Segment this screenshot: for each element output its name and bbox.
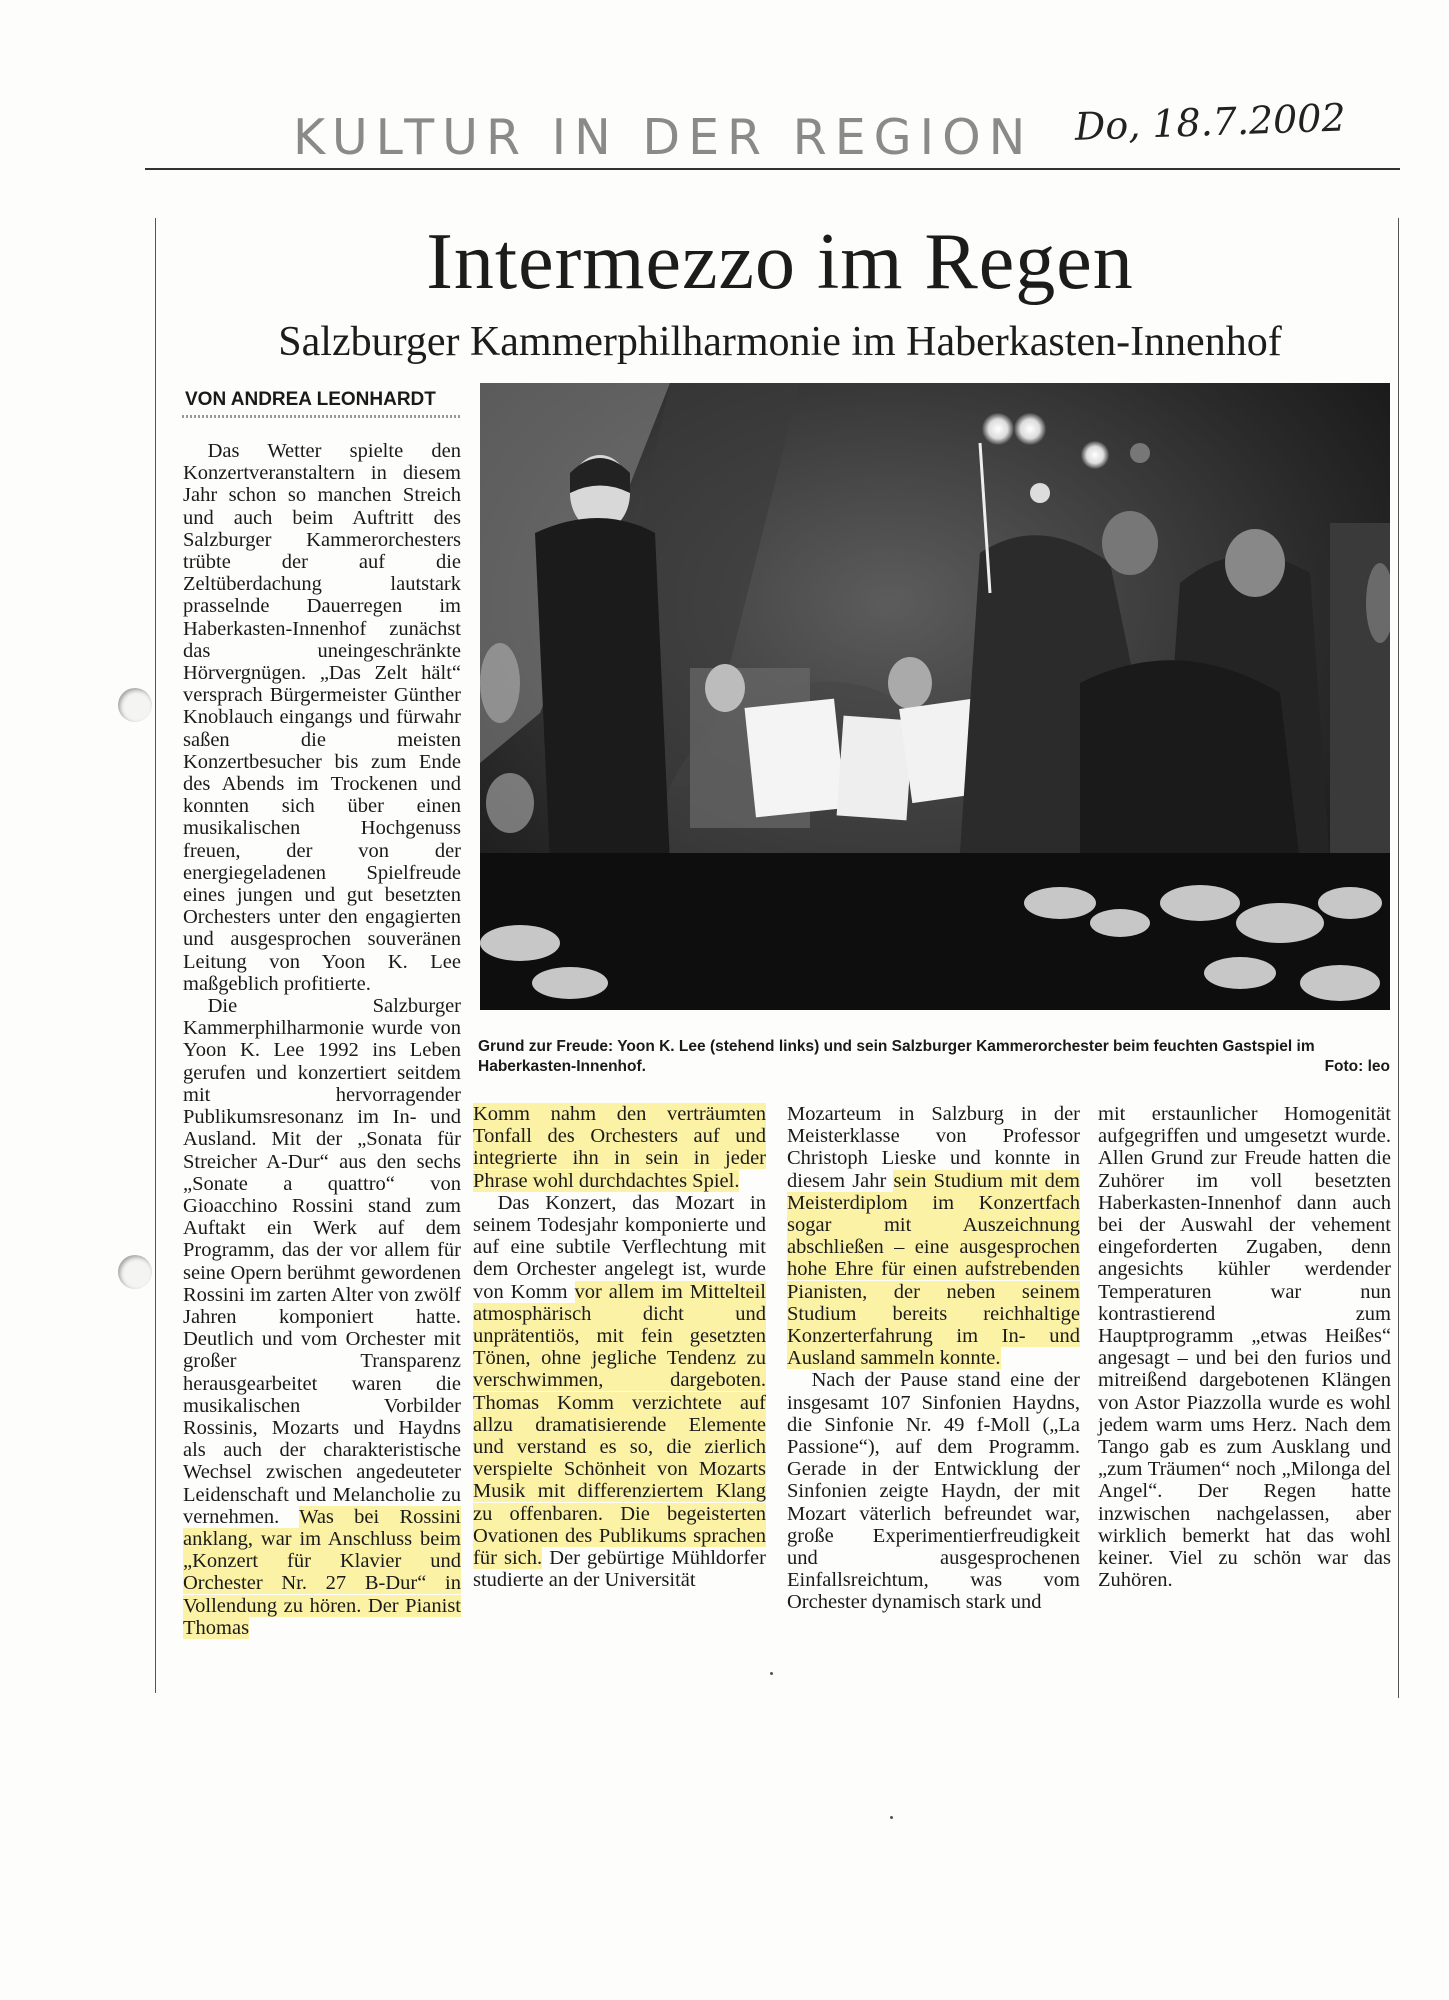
text-run: Die Salzburger Kammerphilharmonie wurde von Yoon K. Lee 1992 ins Leben gerufen und konzertiert seitdem mit hervorragender Publikumsresonanz im In- und Ausland. Mit der „Sonata für Streicher A-Dur“ aus den sechs „Sonate a quattro“ von Gioacchino Rossini stand zum Auftakt ein Werk auf dem Programm, das der vor allem für seine Opern berühmt gewordenen Rossini im zarten Alter von zwölf Jahren komponiert hatte. Deutlich und vom Orchester mit großer Transparenz herausgearbeitet waren die musikalischen Vorbilder Rossinis, Mozarts und Haydns als auch der charakteristische Wechsel zwischen angedeuteter Leidenschaft und Melancholie zu vernehmen. — [183, 995, 461, 1528]
text-run: Das Konzert, das Mozart in seinem Todesjahr komponierte und auf eine subtile Verflechtung mit dem Orchester angelegt ist, wurde von Komm — [473, 1191, 766, 1303]
byline: VON ANDREA LEONHARDT — [185, 389, 436, 410]
text-run: Der gebürtige Mühldorfer studierte an der Universität — [473, 1547, 766, 1592]
handwritten-date: Do, 18.7.2002 — [1074, 95, 1347, 149]
caption-text: Grund zur Freude: Yoon K. Lee (stehend links) und sein Salzburger Kammerorchester beim feuchten Gastspiel im Haberkasten-Innenhof. — [478, 1038, 1315, 1075]
concert-photo — [480, 383, 1390, 1010]
right-column-rule — [1398, 218, 1399, 1698]
text-run: Mozarteum in Salzburg in der Meisterklasse von Professor Christoph Lieske und konnte in diesem Jahr — [787, 1103, 1080, 1192]
left-column-rule — [155, 218, 156, 1693]
highlighted-text: vor allem im Mittelteil atmosphärisch dicht und unprätentiös, mit fein gesetzten Tönen, ohne jegliche Tendenz zu verschwimmen, dargeboten. Thomas Komm verzichtete auf allzu dramatisierende Elemente und verstand es so, die zierlich verspielte Schönheit von Mozarts Musik mit differenziertem Klang zu offenbaren. Die begeisterten Ovationen des Publikums sprachen für sich. — [473, 1280, 766, 1570]
paragraph — [473, 1103, 766, 1192]
photo-caption — [478, 1037, 1390, 1097]
byline-rule — [182, 415, 462, 418]
paragraph — [183, 995, 461, 1639]
article-column-1 — [183, 440, 461, 1639]
highlighted-text: sein Studium mit dem Meisterdiplom im Konzertfach sogar mit Auszeichnung abschließen – eine ausgesprochen hohe Ehre für einen aufstrebenden Pianisten, der neben seinem Studium bereits reichhaltige Konzerterfahrung im In- und Ausland sammeln konnte. — [787, 1169, 1080, 1370]
paragraph — [473, 1192, 766, 1592]
photo-credit: Foto: leo — [1319, 1057, 1390, 1077]
concert-photo-image — [480, 383, 1390, 1010]
paragraph: Nach der Pause stand eine der insgesamt 107 Sinfonien Haydns, die Sinfonie Nr. 49 f-Moll („La Passione“), auf dem Programm. Gerade in der Entwicklung der Sinfonien zeigte Haydn, der mit Mozart väterlich befreundet war, große Experimentierfreudigkeit und ausgesprochenen Einfallsreichtum, was vom Orchester dynamisch stark und — [787, 1369, 1080, 1614]
speck — [890, 1816, 893, 1819]
headline: Intermezzo im Regen — [426, 218, 1134, 306]
highlighted-text: Komm nahm den verträumten Tonfall des Orchesters auf und integrierte ihn in sein in jeder Phrase wohl durchdachtes Spiel. — [473, 1103, 766, 1192]
speck — [770, 1672, 773, 1675]
highlighted-text: Was bei Rossini anklang, war im Anschluss beim „Konzert für Klavier und Orchester Nr. 27 B-Dur“ in Vollendung zu hören. Der Pianist Thomas — [183, 1505, 461, 1639]
punch-hole-bottom — [118, 1255, 152, 1289]
paragraph: Das Wetter spielte den Konzertveranstaltern in diesem Jahr schon so manchen Streich und auch beim Auftritt des Salzburger Kammerorchesters trübte der auf die Zeltüberdachung lautstark prasselnde Dauerregen im Haberkasten-Innenhof zunächst das uneingeschränkte Hörvergnügen. „Das Zelt hält“ versprach Bürgermeister Günther Knoblauch eingangs und fürwahr saßen die meisten Konzertbesucher bis zum Ende des Abends im Trockenen und konnten sich über einen musikalischen Hochgenuss freuen, der von der energiegeladenen Spielfreude eines jungen und gut besetzten Orchesters unter den engagierten und ausgesprochen souveränen Leitung von Yoon K. Lee maßgeblich profitierte. — [183, 440, 461, 995]
subheadline: Salzburger Kammerphilharmonie im Haberkasten-Innenhof — [278, 319, 1282, 365]
paragraph: mit erstaunlicher Homogenität aufgegriffen und umgesetzt wurde. Allen Grund zur Freude hatten die Zuhörer im voll besetzten Haberkasten-Innenhof dann auch bei der Auswahl der vehement eingeforderten Zugaben, denn angesichts kühler werdender Temperaturen war nun kontrastierend zum Hauptprogramm „etwas Heißes“ angesagt – und bei den furios und mitreißend dargebotenen Klängen von Astor Piazzolla wurde es wohl jedem warm ums Herz. Nach dem Tango gab es zum Ausklang und „zum Träumen“ noch „Milonga del Angel“. Der Regen hatte inzwischen nachgelassen, aber wirklich bemerkt hat das wohl keiner. Viel zu schön war das Zuhören. — [1098, 1103, 1391, 1592]
article-column-4 — [1098, 1103, 1391, 1591]
paragraph — [787, 1103, 1080, 1369]
article-column-3 — [787, 1103, 1080, 1614]
section-header: KULTUR IN DER REGION — [293, 109, 1034, 166]
punch-hole-top — [118, 688, 152, 722]
article-column-2 — [473, 1103, 766, 1591]
top-rule — [145, 168, 1400, 170]
